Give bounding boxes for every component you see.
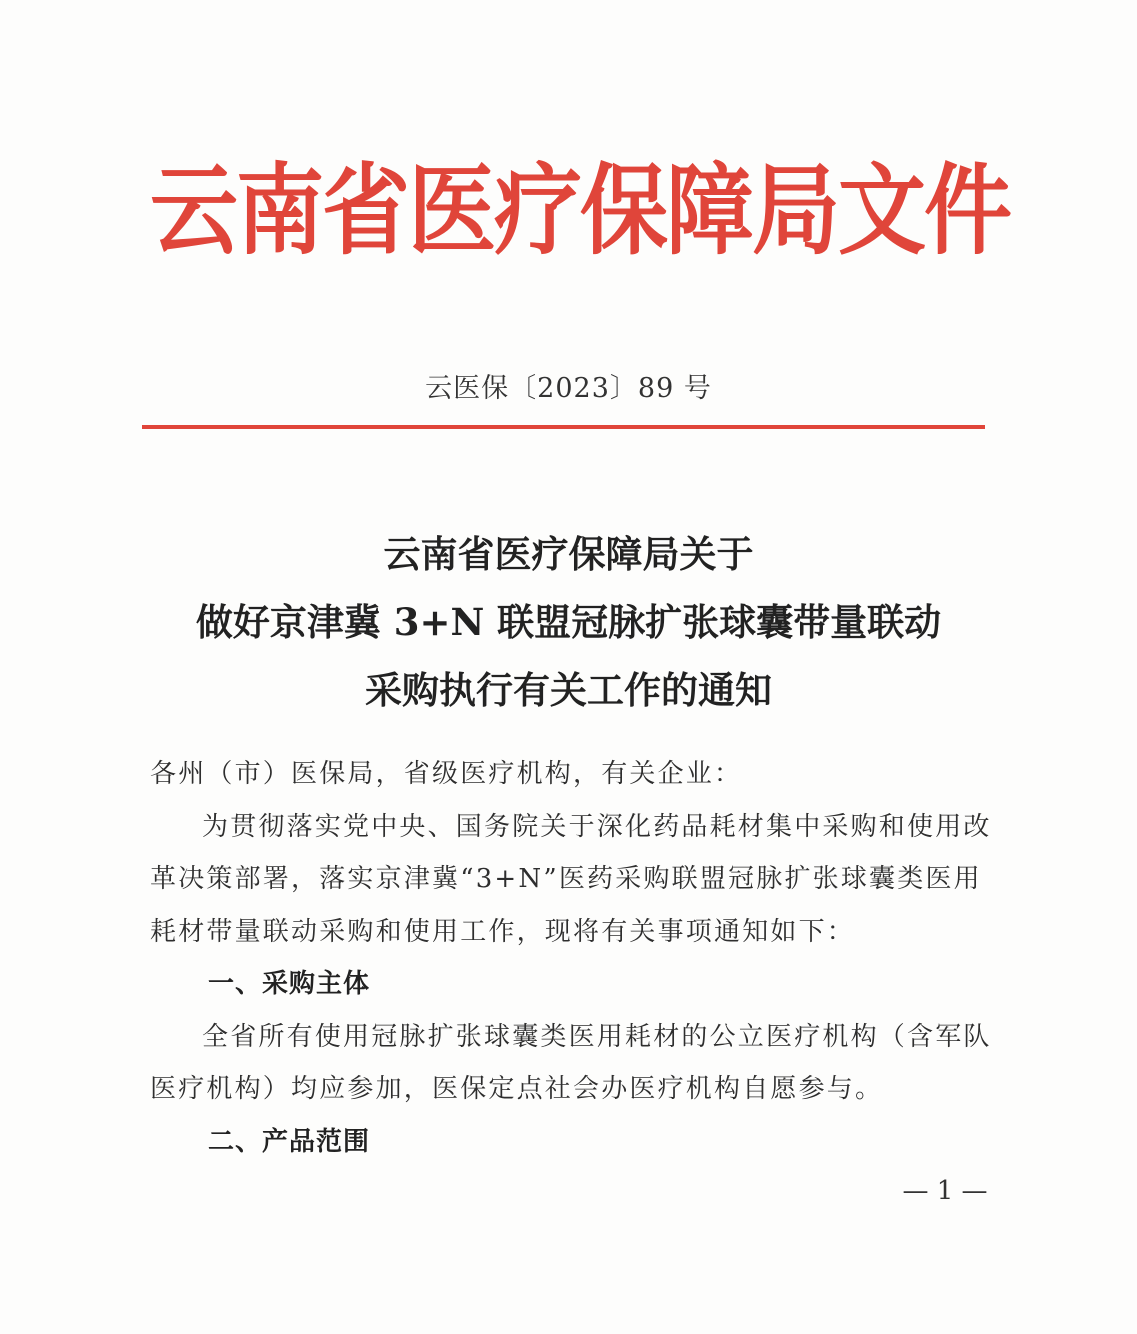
section-1-heading: 一、采购主体 <box>208 969 371 999</box>
title-line-1: 云南省医疗保障局关于 <box>383 532 754 576</box>
intro-paragraph: 为贯彻落实党中央、国务院关于深化药品耗材集中采购和使用改革决策部署，落实京津冀“3+N”医药采购联盟冠脉扩张球囊类医用耗材带量联动采购和使用工作，现将有关事项通知如下： <box>150 811 992 947</box>
page-number: — 1 — <box>902 1176 988 1206</box>
title-line-3: 采购执行有关工作的通知 <box>365 668 772 712</box>
red-separator-line <box>142 425 985 429</box>
document-body <box>150 748 1000 1168</box>
section-1-paragraph: 全省所有使用冠脉扩张球囊类医用耗材的公立医疗机构（含军队医疗机构）均应参加，医保定点社会办医疗机构自愿参与。 <box>150 1021 992 1104</box>
document-number: 云医保〔2023〕89 号 <box>425 373 712 404</box>
title-line-2: 做好京津冀 3+N 联盟冠脉扩张球囊带量联动 <box>195 600 942 644</box>
document-title <box>60 520 1077 724</box>
masthead-title: 云南省医疗保障局文件 <box>150 152 1011 268</box>
salutation: 各州（市）医保局，省级医疗机构，有关企业： <box>150 759 743 789</box>
section-2-heading: 二、产品范围 <box>208 1126 371 1157</box>
